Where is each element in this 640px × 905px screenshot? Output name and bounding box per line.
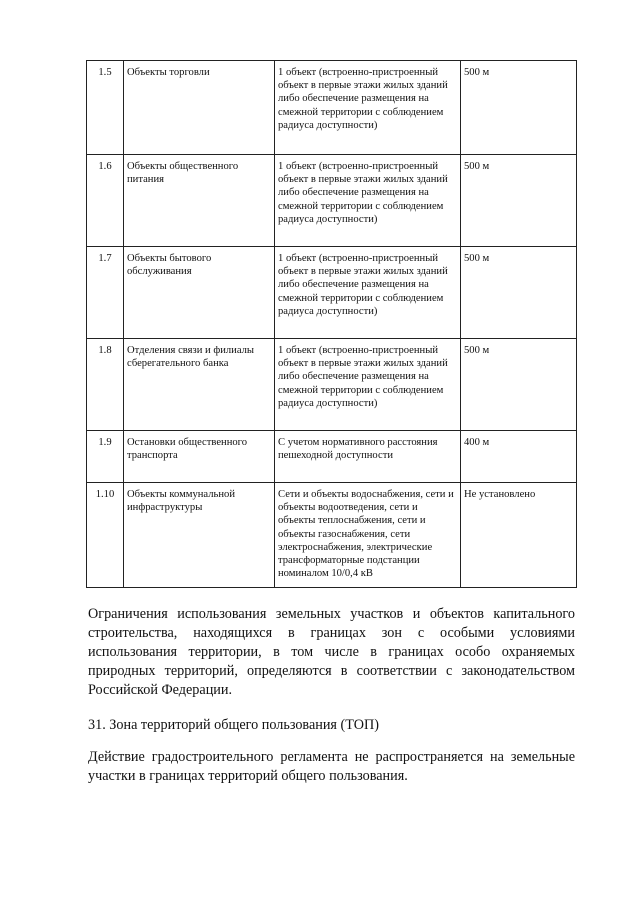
object-type: Объекты общественного питания	[124, 155, 275, 247]
table-row	[87, 339, 577, 431]
row-number: 1.8	[87, 339, 124, 431]
object-type: Объекты коммунальной инфраструктуры	[124, 483, 275, 588]
object-requirement: 1 объект (встроенно-пристроенный объект в первые этажи жилых зданий либо обеспечение размещения на смежной территории с соблюдением радиуса доступности)	[275, 61, 461, 155]
urban-planning-table	[86, 60, 577, 588]
row-number: 1.9	[87, 431, 124, 483]
object-type: Объекты бытового обслуживания	[124, 247, 275, 339]
object-requirement: 1 объект (встроенно-пристроенный объект в первые этажи жилых зданий либо обеспечение размещения на смежной территории с соблюдением радиуса доступности)	[275, 155, 461, 247]
object-requirement: 1 объект (встроенно-пристроенный объект в первые этажи жилых зданий либо обеспечение размещения на смежной территории с соблюдением радиуса доступности)	[275, 247, 461, 339]
accessibility-radius: 500 м	[461, 247, 577, 339]
restrictions-paragraph: Ограничения использования земельных участков и объектов капитального строительства, находящихся в границах зон с особыми условиями использования территории, в том числе в границах особо охраняемых природных территорий, определяются в соответствии с законодательством Российской Федерации.	[88, 606, 575, 698]
object-requirement: 1 объект (встроенно-пристроенный объект в первые этажи жилых зданий либо обеспечение размещения на смежной территории с соблюдением радиуса доступности)	[275, 339, 461, 431]
object-type: Остановки общественного транспорта	[124, 431, 275, 483]
object-type: Отделения связи и филиалы сберегательного банка	[124, 339, 275, 431]
accessibility-radius: Не установлено	[461, 483, 577, 588]
section-heading: 31. Зона территорий общего пользования (ТОП)	[88, 717, 379, 733]
row-number: 1.10	[87, 483, 124, 588]
accessibility-radius: 400 м	[461, 431, 577, 483]
table-row	[87, 155, 577, 247]
row-number: 1.7	[87, 247, 124, 339]
accessibility-radius: 500 м	[461, 61, 577, 155]
accessibility-radius: 500 м	[461, 155, 577, 247]
table-row	[87, 61, 577, 155]
object-type: Объекты торговли	[124, 61, 275, 155]
object-requirement: С учетом нормативного расстояния пешеходной доступности	[275, 431, 461, 483]
table-row	[87, 247, 577, 339]
object-requirement: Сети и объекты водоснабжения, сети и объекты водоотведения, сети и объекты теплоснабжения, сети и объекты газоснабжения, сети электроснабжения, электрические трансформаторные подстанции номиналом 10/0,4 кВ	[275, 483, 461, 588]
table-row	[87, 431, 577, 483]
table-row	[87, 483, 577, 588]
section-body-paragraph: Действие градостроительного регламента не распространяется на земельные участки в границах территорий общего пользования.	[88, 749, 575, 784]
accessibility-radius: 500 м	[461, 339, 577, 431]
row-number: 1.6	[87, 155, 124, 247]
row-number: 1.5	[87, 61, 124, 155]
